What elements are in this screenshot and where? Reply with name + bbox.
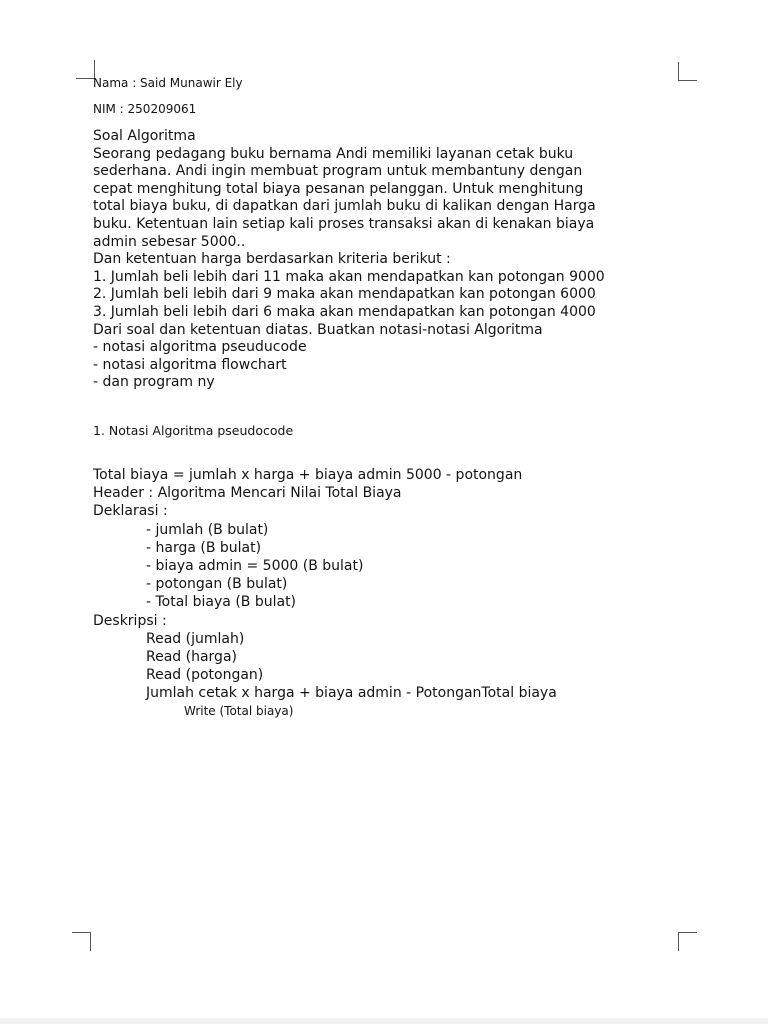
declaration-item: - Total biaya (B bulat) [146, 594, 297, 611]
problem-title: Soal Algoritma [93, 128, 196, 144]
crop-mark-bottom-right [678, 932, 697, 951]
write-step: Write (Total biaya) [184, 704, 294, 719]
problem-statement [93, 128, 653, 392]
declaration-item: - harga (B bulat) [146, 539, 262, 556]
section-heading: 1. Notasi Algoritma pseudocode [93, 423, 294, 438]
task-item: - notasi algoritma pseuducode [93, 339, 307, 356]
crop-mark-top-right [678, 62, 697, 81]
problem-line: sederhana. Andi ingin membuat program untuk membantuny dengan [93, 163, 583, 180]
problem-line: buku. Ketentuan lain setiap kali proses transaksi akan di kenakan biaya [93, 215, 595, 232]
criteria-item: 1. Jumlah beli lebih dari 11 maka akan mendapatkan kan potongan 9000 [93, 268, 605, 285]
description-step: Read (jumlah) [146, 630, 245, 647]
student-nim: NIM : 250209061 [93, 102, 197, 116]
description-step: Read (potongan) [146, 667, 264, 684]
description-step: Read (harga) [146, 648, 237, 665]
declaration-item: - jumlah (B bulat) [146, 521, 269, 538]
criteria-intro: Dan ketentuan harga berdasarkan kriteria berikut : [93, 251, 451, 268]
declaration-item: - biaya admin = 5000 (B bulat) [146, 557, 364, 574]
student-name: Nama : Said Munawir Ely [93, 76, 243, 90]
problem-line: total biaya buku, di dapatkan dari jumlah buku di kalikan dengan Harga [93, 198, 596, 215]
problem-line: admin sebesar 5000.. [93, 233, 246, 250]
formula-line: Total biaya = jumlah x harga + biaya admin 5000 - potongan [93, 467, 523, 483]
problem-line: Seorang pedagang buku bernama Andi memiliki layanan cetak buku [93, 145, 574, 162]
problem-line: cepat menghitung total biaya pesanan pelanggan. Untuk menghitung [93, 180, 584, 197]
task-intro: Dari soal dan ketentuan diatas. Buatkan notasi-notasi Algoritma [93, 321, 543, 338]
declaration-item: - potongan (B bulat) [146, 576, 288, 593]
declaration-label: Deklarasi : [93, 503, 168, 520]
description-step: Jumlah cetak x harga + biaya admin - PotonganTotal biaya [146, 685, 557, 702]
criteria-item: 2. Jumlah beli lebih dari 9 maka akan mendapatkan kan potongan 6000 [93, 286, 596, 303]
pseudocode-block [93, 466, 653, 721]
page-bottom-edge [0, 1018, 768, 1024]
crop-mark-bottom-left [72, 932, 91, 951]
criteria-item: 3. Jumlah beli lebih dari 6 maka akan mendapatkan kan potongan 4000 [93, 303, 596, 320]
algorithm-header: Header : Algoritma Mencari Nilai Total Biaya [93, 485, 402, 502]
task-item: - notasi algoritma flowchart [93, 356, 287, 373]
task-item: - dan program ny [93, 374, 215, 391]
description-label: Deskripsi : [93, 612, 167, 629]
